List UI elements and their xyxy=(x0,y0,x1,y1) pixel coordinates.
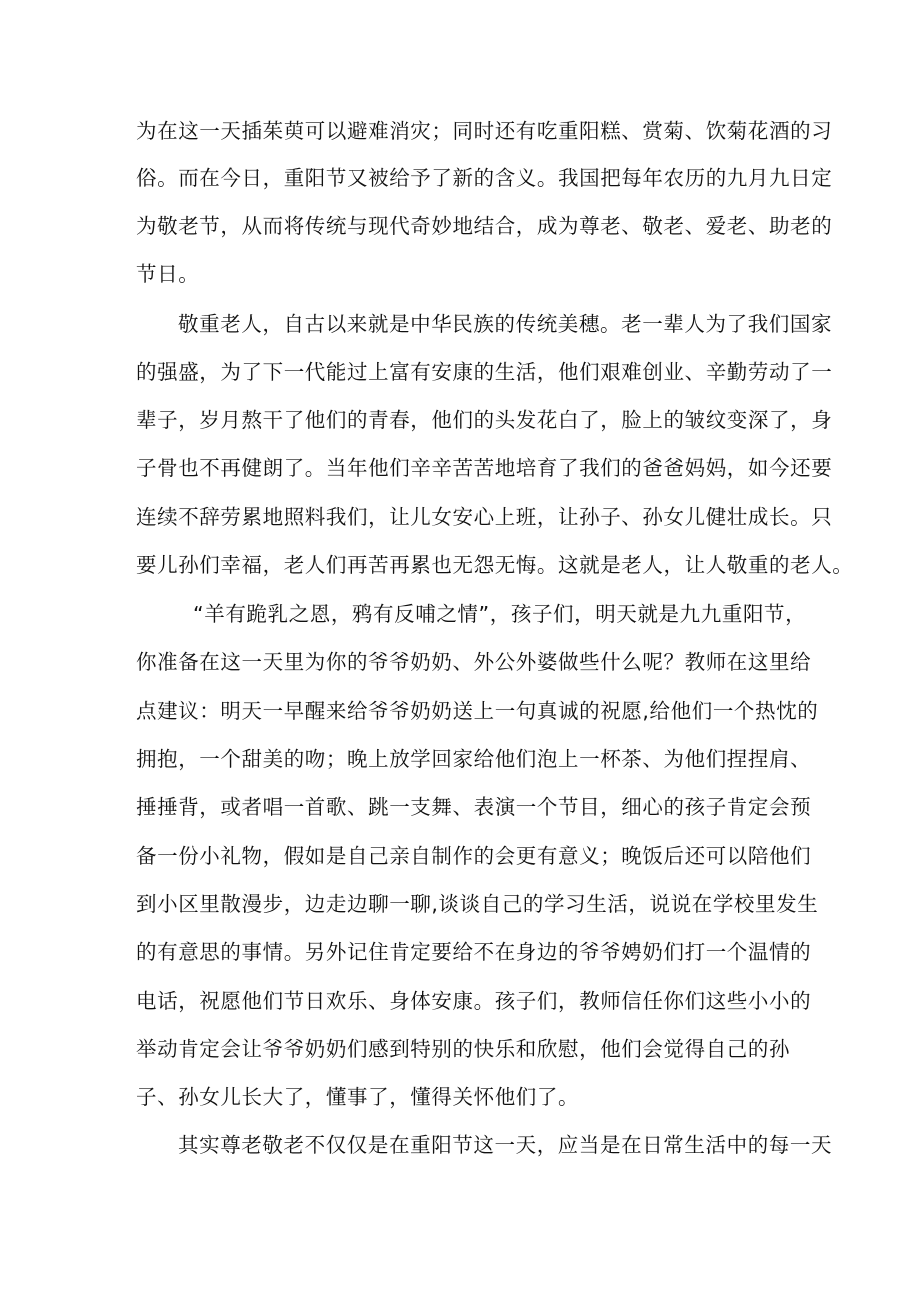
paragraph-2-line-6: 要儿孙们幸福，老人们再苦再累也无怨无悔。这就是老人，让人敬重的老人。 xyxy=(136,553,854,577)
paragraph-1-line-2: 俗。而在今日，重阳节又被给予了新的含义。我国把每年农历的九月九日定 xyxy=(136,166,833,190)
paragraph-2-line-3: 辈子，岁月熬干了他们的青春，他们的头发花白了，脸上的皱纹变深了，身 xyxy=(136,408,833,432)
paragraph-1-line-1: 为在这一天插茱萸可以避难消灾；同时还有吃重阳糕、赏菊、饮菊花酒的习 xyxy=(136,119,833,143)
paragraph-3-line-11: 子、孙女儿长大了，懂事了，懂得关怀他们了。 xyxy=(136,1085,580,1109)
paragraph-3-line-3: 点建议：明天一早醒来给爷爷奶奶送上一句真诚的祝愿,给他们一个热忱的 xyxy=(136,699,819,723)
paragraph-3-line-4: 拥抱，一个甜美的吻；晚上放学回家给他们泡上一杯茶、为他们捏捏肩、 xyxy=(136,747,812,771)
paragraph-1-line-4: 节日。 xyxy=(136,262,200,286)
paragraph-3-line-1: “羊有跪乳之恩，鸦有反哺之情”，孩子们，明天就是九九重阳节， xyxy=(193,602,807,626)
paragraph-3-line-2: 你准备在这一天里为你的爷爷奶奶、外公外婆做些什么呢？教师在这里给 xyxy=(136,650,812,674)
paragraph-3-line-5: 捶捶背，或者唱一首歌、跳一支舞、表演一个节目，细心的孩子肯定会预 xyxy=(136,795,812,819)
paragraph-1-line-3: 为敬老节，从而将传统与现代奇妙地结合，成为尊老、敬老、爱老、助老的 xyxy=(136,214,833,238)
paragraph-2-line-5: 连续不辞劳累地照料我们，让儿女安心上班，让孙子、孙女儿健壮成长。只 xyxy=(136,505,833,529)
paragraph-3-line-10: 举动肯定会让爷爷奶奶们感到特别的快乐和欣慰，他们会觉得自己的孙 xyxy=(136,1037,791,1061)
paragraph-2-line-4: 子骨也不再健朗了。当年他们辛辛苦苦地培育了我们的爸爸妈妈，如今还要 xyxy=(136,456,833,480)
paragraph-3-line-8: 的有意思的事情。另外记住肯定要给不在身边的爷爷娉奶们打一个温情的 xyxy=(136,940,812,964)
paragraph-4-line-1: 其实尊老敬老不仅仅是在重阳节这一天，应当是在日常生活中的每一天 xyxy=(178,1133,833,1157)
paragraph-3-line-7: 到小区里散漫步，边走边聊一聊,谈谈自己的学习生活，说说在学校里发生 xyxy=(136,892,819,916)
paragraph-2-line-1: 敬重老人，自古以来就是中华民族的传统美穗。老一辈人为了我们国家 xyxy=(178,312,833,336)
paragraph-3-line-9: 电话，祝愿他们节日欢乐、身体安康。孩子们，教师信任你们这些小小的 xyxy=(136,989,812,1013)
paragraph-3-line-6: 备一份小礼物，假如是自己亲自制作的会更有意义；晚饭后还可以陪他们 xyxy=(136,844,812,868)
paragraph-2-line-2: 的强盛，为了下一代能过上富有安康的生活，他们艰难创业、辛勤劳动了一 xyxy=(136,360,833,384)
